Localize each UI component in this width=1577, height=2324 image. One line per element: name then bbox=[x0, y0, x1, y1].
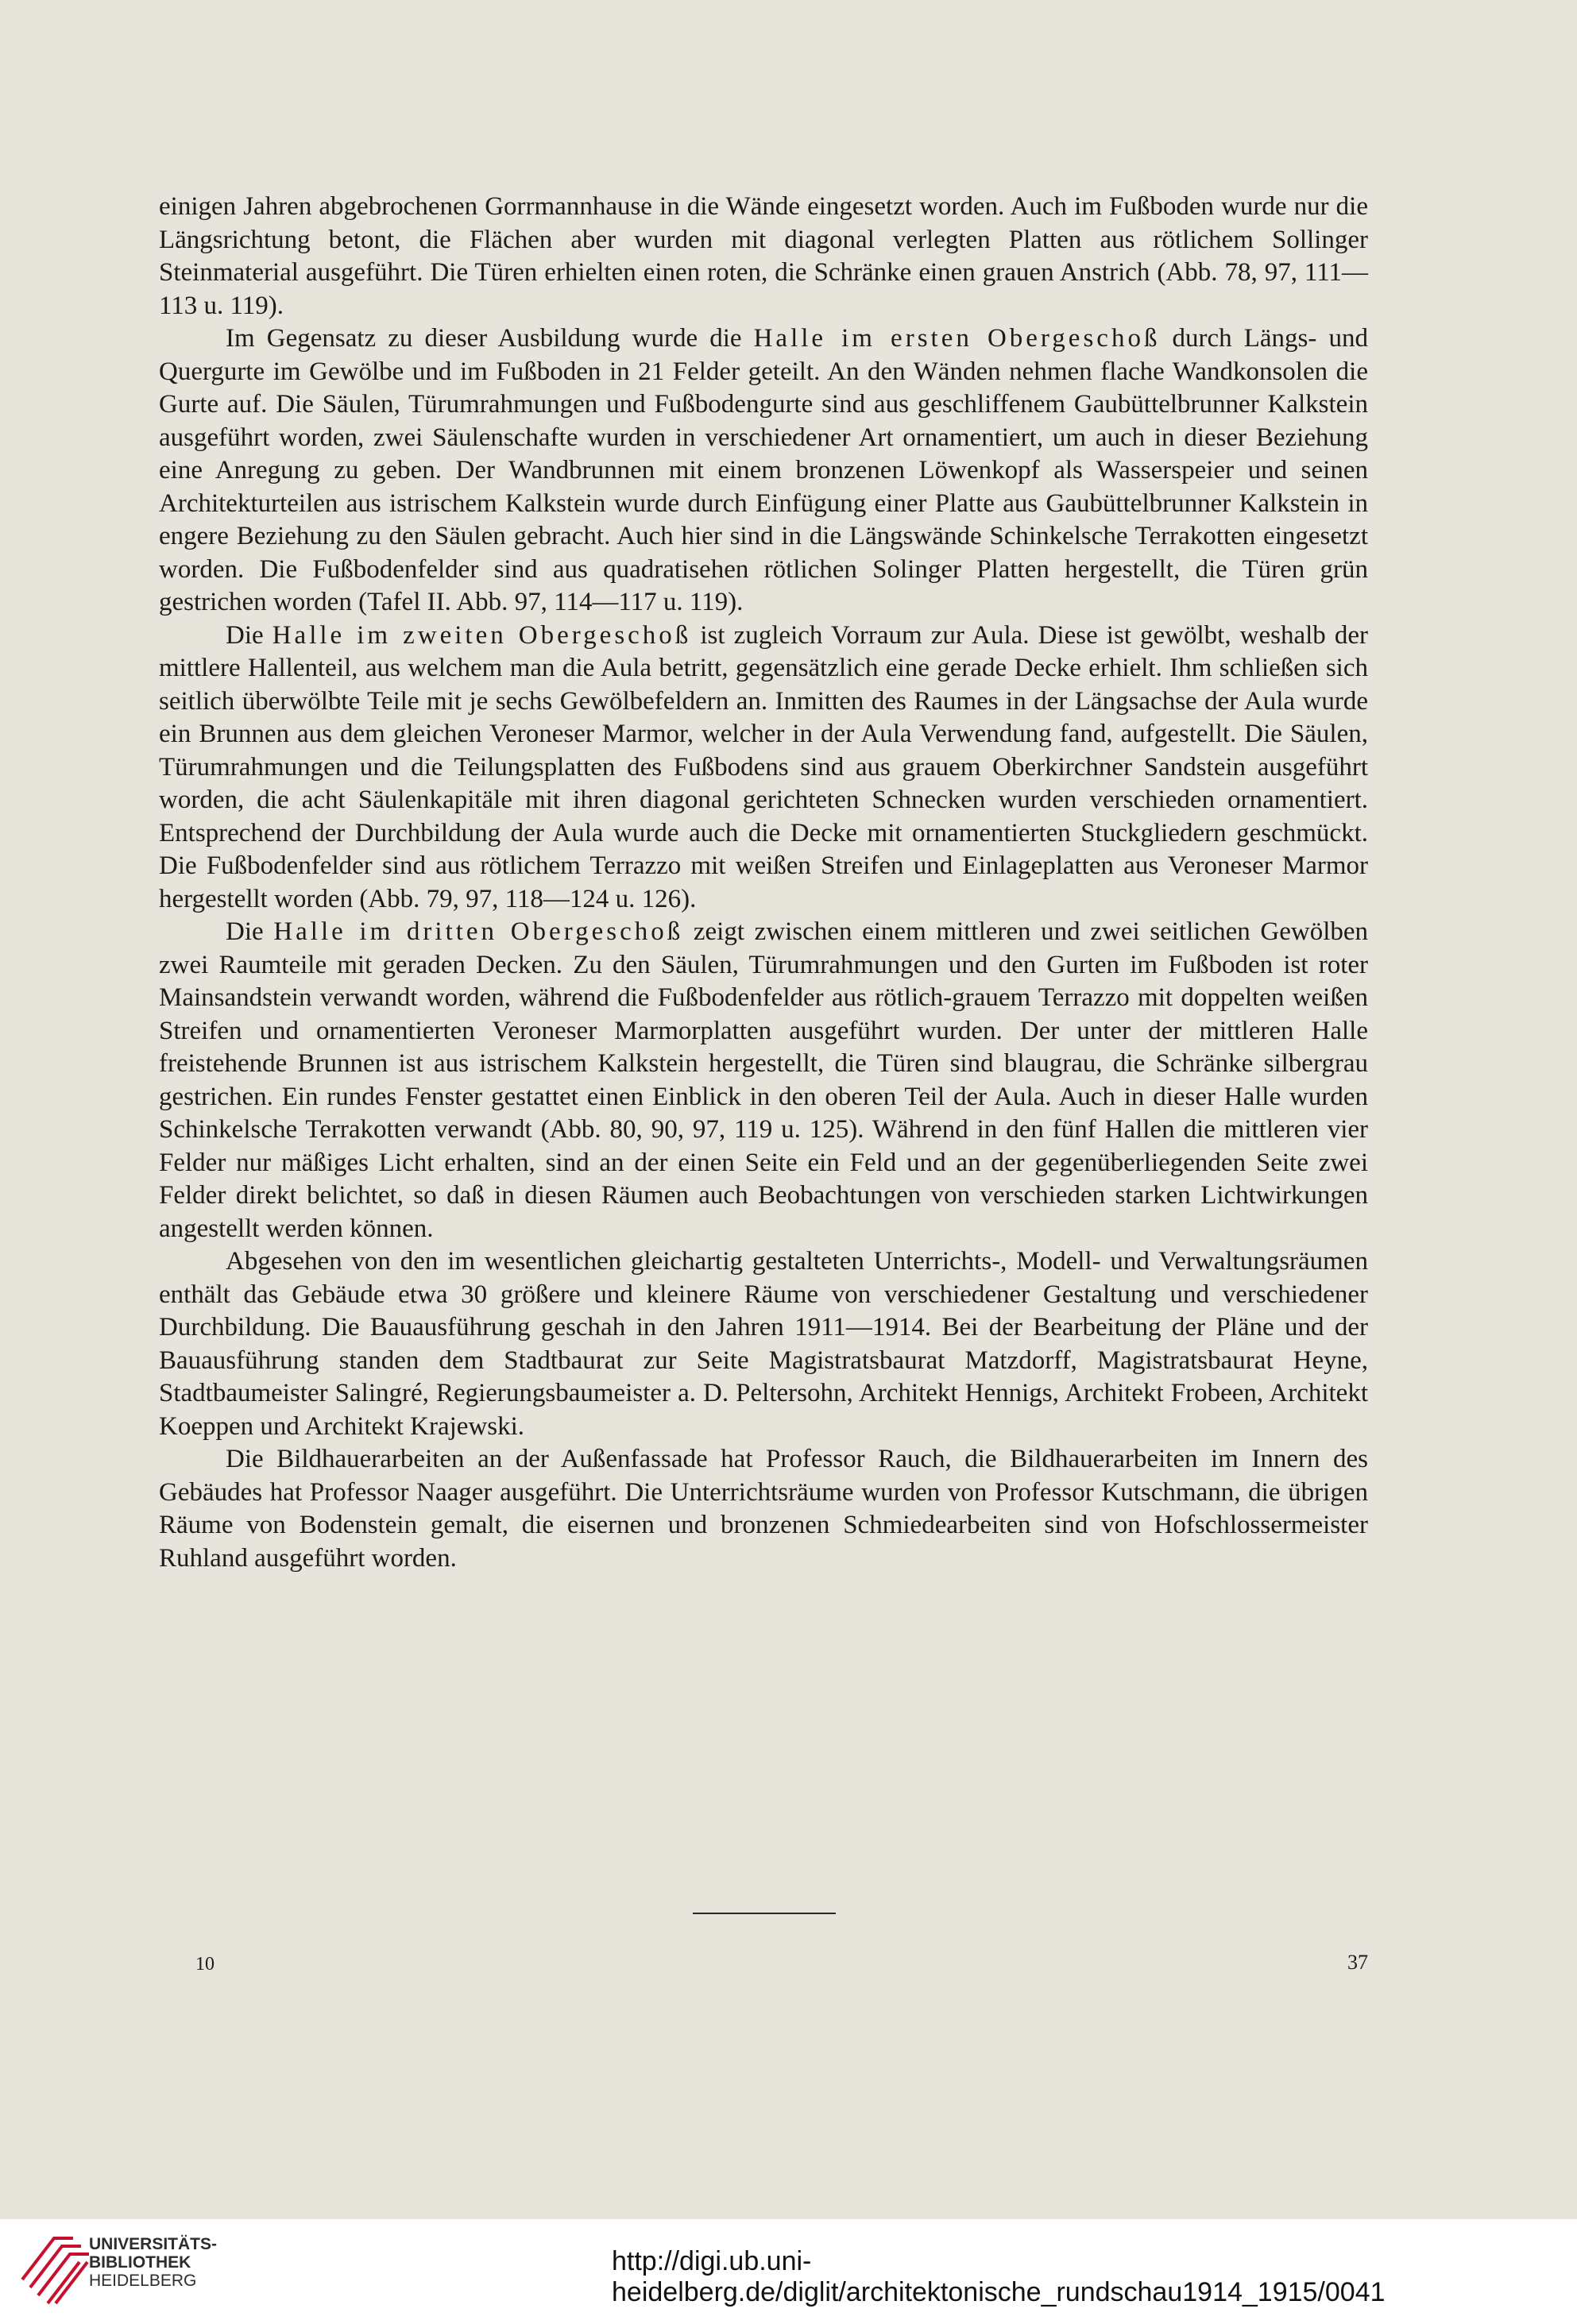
paragraph-text: ist zugleich Vorraum zur Aula. Diese ist gewölbt, weshalb der mittlere Hallenteil, aus welchem man die Aula betritt, gegensätzlich eine gerade Decke erhielt. Ihm schließen sich seitlich überwölbte Teile mit je sechs Gewölbefeldern an. Inmitten des Raumes in der Längsachse der Aula wurde ein Brunnen aus dem gleichen Veroneser Marmor, welcher in der Aula Verwendung fand, aufgestellt. Die Säulen, Türumrahmungen und die Teilungsplatten des Fußbodens sind aus grauem Oberkirchner Sandstein ausgeführt worden, die acht Säulenkapitäle mit ihren diagonal gerichteten Schnecken wurden verschieden ornamentiert. Entsprechend der Durchbildung der Aula wurde auch die Decke mit ornamentierten Stuckgliedern geschmückt. Die Fußbodenfelder sind aus rötlichem Terrazzo mit weißen Streifen und Einlageplatten aus Veroneser Marmor hergestellt worden (Abb. 79, 97, 118—124 u. 126). bbox=[159, 620, 1368, 913]
library-footer bbox=[0, 2219, 1577, 2324]
emphasis-halle-drittes-obergeschoss: Halle im dritten Obergeschoß bbox=[273, 917, 684, 946]
paragraph-6 bbox=[159, 1443, 1368, 1575]
paragraph-text: Die bbox=[226, 917, 274, 946]
body-text bbox=[159, 191, 1368, 1575]
library-name-line-2: BIBLIOTHEK bbox=[89, 2253, 191, 2272]
library-name-line-3: HEIDELBERG bbox=[89, 2272, 197, 2290]
signature-mark: 10 bbox=[195, 1954, 215, 1975]
paragraph-text: einigen Jahren abgebrochenen Gorrmannhause in die Wände eingesetzt worden. Auch im Fußboden wurde nur die Längsrichtung betont, die Flächen aber wurden mit diagonal verlegten Platten aus rötlichem Sollinger Steinmaterial ausgeführt. Die Türen erhielten einen roten, die Schränke einen grauen Anstrich (Abb. 78, 97, 111—113 u. 119). bbox=[159, 192, 1368, 320]
paragraph-1 bbox=[159, 191, 1368, 322]
paragraph-text: Im Gegensatz zu dieser Ausbildung wurde die bbox=[226, 324, 754, 353]
digital-copy-link[interactable]: http://digi.ub.uni-heidelberg.de/diglit/architektonische_rundschau1914_1915/0041 bbox=[612, 2246, 1386, 2307]
emphasis-halle-erstes-obergeschoss: Halle im ersten Obergeschoß bbox=[753, 324, 1161, 353]
paragraph-2 bbox=[159, 322, 1368, 620]
paragraph-text: Die bbox=[226, 620, 272, 650]
paragraph-5 bbox=[159, 1245, 1368, 1443]
paragraph-text: Abgesehen von den im wesentlichen gleichartig gestalteten Unterrichts-, Modell- und Verwaltungsräumen enthält das Gebäude etwa 30 größere und kleinere Räume von verschiedener Gestaltung und verschiedener Durchbildung. Die Bauausführung geschah in den Jahren 1911—1914. Bei der Bearbeitung der Pläne und der Bauausführung standen dem Stadtbaurat zur Seite Magistratsbaurat Matzdorff, Magistratsbaurat Heyne, Stadtbaumeister Salingré, Regierungsbaumeister a. D. Peltersohn, Architekt Hennigs, Architekt Frobeen, Architekt Koeppen und Architekt Krajewski. bbox=[159, 1247, 1368, 1441]
page-number: 37 bbox=[1347, 1951, 1368, 1974]
emphasis-halle-zweites-obergeschoss: Halle im zweiten Obergeschoß bbox=[272, 620, 692, 650]
paragraph-text: durch Längs- und Quergurte im Gewölbe und im Fußboden in 21 Felder geteilt. An den Wänden nehmen flache Wandkonsolen die Gurte auf. Die Säulen, Türumrahmungen und Fußbodengurte sind aus geschliffenem Gaubüttelbrunner Kalkstein ausgeführt worden, zwei Säulenschafte wurden in verschiedener Art ornamentiert, um auch in dieser Beziehung eine Anregung zu geben. Der Wandbrunnen mit einem bronzenen Löwenkopf als Wasserspeier und seinen Architekturteilen aus istrischem Kalkstein wurde durch Einfügung einer Platte aus Gaubüttelbrunner Kalkstein in engere Beziehung zu den Säulen gebracht. Auch hier sind in die Längswände Schinkelsche Terrakotten eingesetzt worden. Die Fußbodenfelder sind aus quadratisehen rötlichen Solinger Platten hergestellt, die Türen grün gestrichen worden (Tafel II. Abb. 97, 114—117 u. 119). bbox=[159, 324, 1368, 616]
paragraph-4 bbox=[159, 916, 1368, 1245]
paragraph-text: Die Bildhauerarbeiten an der Außenfassade hat Professor Rauch, die Bildhauerarbeiten im Innern des Gebäudes hat Professor Naager ausgeführt. Die Unterrichtsräume wurden von Professor Kutschmann, die übrigen Räume von Bodenstein gemalt, die eisernen und bronzenen Schmiedearbeiten sind von Hofschlossermeister Ruhland ausgeführt worden. bbox=[159, 1445, 1368, 1573]
paragraph-text: zeigt zwischen einem mittleren und zwei seitlichen Gewölben zwei Raumteile mit geraden Decken. Zu den Säulen, Türumrahmungen und den Gurten im Fußboden ist roter Mainsandstein verwandt worden, während die Fußbodenfelder aus rötlich-grauem Terrazzo mit doppelten weißen Streifen und ornamentierten Veroneser Marmorplatten ausgeführt wurden. Der unter der mittleren Halle freistehende Brunnen ist aus istrischem Kalkstein hergestellt, die Türen sind blaugrau, die Schränke silbergrau gestrichen. Ein rundes Fenster gestattet einen Einblick in den oberen Teil der Aula. Auch in dieser Halle wurden Schinkelsche Terrakotten verwandt (Abb. 80, 90, 97, 119 u. 125). Während in den fünf Hallen die mittleren vier Felder nur mäßiges Licht erhalten, sind an der einen Seite ein Feld und an der gegenüberliegenden Seite zwei Felder direkt belichtet, so daß in diesen Räumen auch Beobachtungen von verschieden starken Lichtwirkungen angestellt werden können. bbox=[159, 917, 1369, 1243]
paragraph-3 bbox=[159, 620, 1368, 917]
library-name-line-1: UNIVERSITÄTS- bbox=[89, 2235, 218, 2253]
library-name bbox=[89, 2235, 217, 2290]
section-divider bbox=[693, 1913, 836, 1914]
